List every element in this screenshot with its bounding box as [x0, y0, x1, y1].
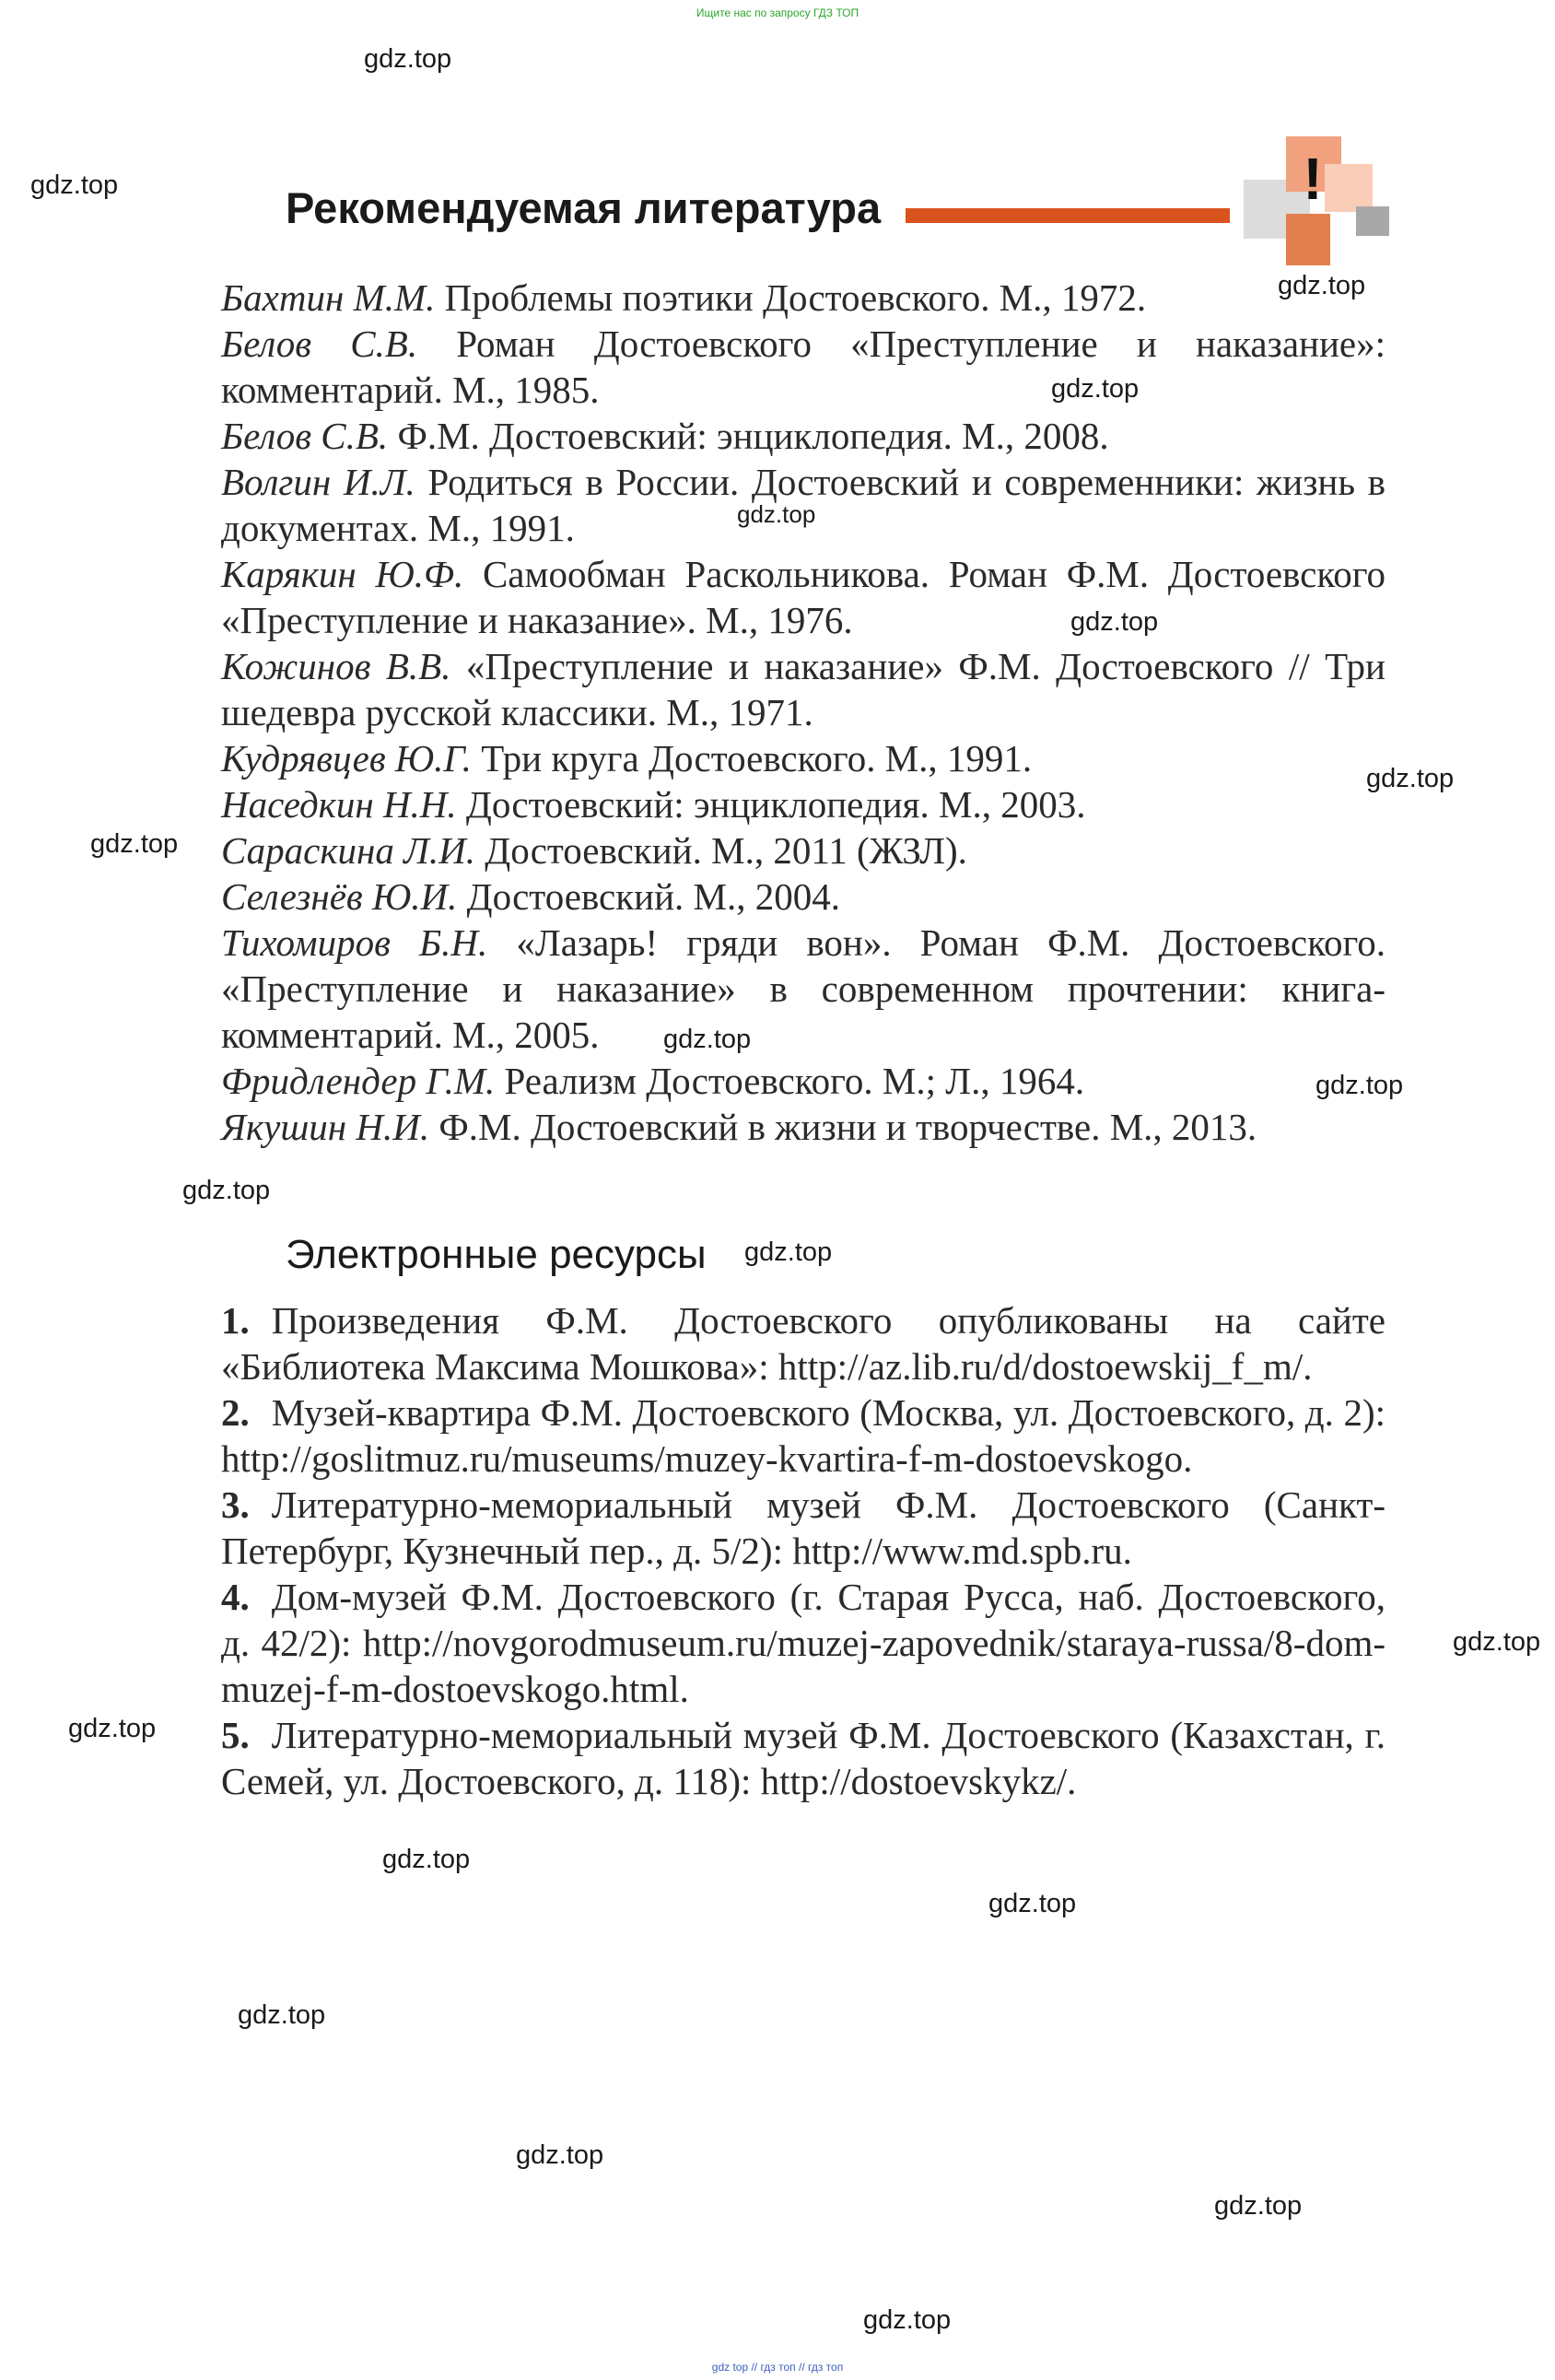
watermark: gdz.top — [30, 170, 119, 200]
watermark: gdz.top — [516, 2140, 604, 2170]
top-search-note: Ищите нас по запросу ГДЗ ТОП — [696, 6, 859, 19]
watermark: gdz.top — [182, 1176, 271, 1205]
resource-item — [221, 1389, 1385, 1482]
bib-text: Ф.М. Достоевский в жизни и творчестве. М., 2013. — [429, 1106, 1257, 1148]
bib-author: Бахтин М.М. — [221, 276, 436, 319]
bib-entry — [221, 643, 1385, 735]
resource-number: 1. — [221, 1299, 250, 1342]
resource-number: 5. — [221, 1714, 250, 1756]
resource-item — [221, 1712, 1385, 1804]
bib-author: Белов С.В. — [221, 322, 418, 365]
page-heading: Рекомендуемая литература — [286, 183, 882, 232]
bib-text: Реализм Достоевского. М.; Л., 1964. — [495, 1060, 1085, 1102]
deco-square-gray-small — [1356, 206, 1389, 236]
watermark: gdz.top — [1214, 2191, 1303, 2221]
watermark: gdz.top — [1278, 271, 1366, 300]
watermark: gdz.top — [1453, 1627, 1541, 1657]
watermark: gdz.top — [1315, 1071, 1404, 1100]
bib-entry — [221, 735, 1385, 781]
resource-text: Литературно-мемориальный музей Ф.М. Достоевского (Санкт-Петербург, Кузнечный пер., д. 5/2): http://www.md.spb.ru. — [221, 1483, 1385, 1572]
bib-entry — [221, 321, 1385, 413]
bib-author: Кожинов В.В. — [221, 645, 451, 687]
bib-text: Самообман Раскольникова. Роман Ф.М. Достоевского «Преступление и наказание». М., 1976. — [221, 553, 1385, 641]
bib-author: Селезнёв Ю.И. — [221, 875, 458, 918]
bib-entry — [221, 827, 1385, 873]
bib-author: Волгин И.Л. — [221, 461, 415, 503]
resource-text: Литературно-мемориальный музей Ф.М. Достоевского (Казахстан, г. Семей, ул. Достоевского, д. 118): http://dostoevskykz/. — [221, 1714, 1385, 1802]
bib-text: Родиться в России. Достоевский и современники: жизнь в документах. М., 1991. — [221, 461, 1385, 549]
bib-author: Белов С.В. — [221, 415, 389, 457]
bib-text: Достоевский. М., 2004. — [457, 875, 840, 918]
resource-number: 3. — [221, 1483, 250, 1526]
bib-text: «Преступление и наказание» Ф.М. Достоевского // Три шедевра русской классики. М., 1971. — [221, 645, 1385, 733]
heading-accent-bar — [906, 208, 1230, 223]
exclamation-icon: ! — [1303, 146, 1323, 212]
bib-entry — [221, 781, 1385, 827]
bib-entry — [221, 551, 1385, 643]
bib-author: Сараскина Л.И. — [221, 829, 475, 872]
resource-text: Дом-музей Ф.М. Достоевского (г. Старая Русса, наб. Достоевского, д. 42/2): http://novgorodmuseum.ru/muzej-zapovednik/staraya-russa/8-dom-muzej-f-m-dostoevskogo.html. — [221, 1576, 1385, 1710]
resource-item — [221, 1297, 1385, 1389]
bib-author: Карякин Ю.Ф. — [221, 553, 464, 595]
bib-entry — [221, 1104, 1385, 1150]
bib-entry — [221, 275, 1385, 321]
bib-entry — [221, 1058, 1385, 1104]
bib-author: Якушин Н.И. — [221, 1106, 430, 1148]
watermark: gdz.top — [364, 44, 452, 74]
watermark: gdz.top — [863, 2305, 952, 2335]
resource-item — [221, 1574, 1385, 1712]
watermark: gdz.top — [737, 500, 816, 528]
watermark: gdz.top — [238, 2000, 326, 2030]
bottom-footer-note: gdz top // гдз топ // гдз топ — [711, 2361, 844, 2374]
resource-number: 4. — [221, 1576, 250, 1618]
bib-entry — [221, 920, 1385, 1058]
bib-text: Проблемы поэтики Достоевского. М., 1972. — [435, 276, 1147, 319]
deco-square-peach — [1325, 164, 1373, 212]
resource-text: Музей-квартира Ф.М. Достоевского (Москва, ул. Достоевского, д. 2): http://goslitmuz.ru/museums/muzey-kvartira-f-m-dostoevskogo. — [221, 1391, 1385, 1480]
watermark: gdz.top — [68, 1714, 157, 1743]
bib-entry — [221, 873, 1385, 920]
watermark: gdz.top — [1070, 607, 1159, 637]
resource-item — [221, 1482, 1385, 1574]
bib-entry — [221, 413, 1385, 459]
bib-text: Достоевский: энциклопедия. М., 2003. — [456, 783, 1086, 826]
bib-text: «Лазарь! гряди вон». Роман Ф.М. Достоевского. «Преступление и наказание» в современном прочтении: книга-комментарий. М., 2005. — [221, 921, 1385, 1056]
watermark: gdz.top — [1051, 374, 1140, 404]
bibliography-list — [221, 275, 1385, 1150]
watermark: gdz.top — [1366, 764, 1455, 793]
resources-heading: Электронные ресурсы — [286, 1232, 707, 1277]
watermark: gdz.top — [663, 1025, 752, 1054]
watermark: gdz.top — [90, 829, 179, 859]
bib-author: Кудрявцев Ю.Г. — [221, 737, 472, 780]
resource-number: 2. — [221, 1391, 250, 1434]
bib-author: Тихомиров Б.Н. — [221, 921, 488, 964]
watermark: gdz.top — [744, 1237, 833, 1267]
watermark: gdz.top — [382, 1845, 471, 1874]
bib-text: Ф.М. Достоевский: энциклопедия. М., 2008. — [388, 415, 1109, 457]
resource-text: Произведения Ф.М. Достоевского опубликованы на сайте «Библиотека Максима Мошкова»: http://az.lib.ru/d/dostoewskij_f_m/. — [221, 1299, 1385, 1388]
bib-author: Фридлендер Г.М. — [221, 1060, 496, 1102]
watermark: gdz.top — [988, 1889, 1077, 1918]
bib-text: Роман Достоевского «Преступление и наказание»: комментарий. М., 1985. — [221, 322, 1385, 411]
bib-text: Достоевский. М., 2011 (ЖЗЛ). — [474, 829, 967, 872]
bib-author: Наседкин Н.Н. — [221, 783, 457, 826]
bib-text: Три круга Достоевского. М., 1991. — [471, 737, 1033, 780]
deco-square-orange-bottom — [1286, 214, 1330, 265]
resources-list — [221, 1297, 1385, 1804]
